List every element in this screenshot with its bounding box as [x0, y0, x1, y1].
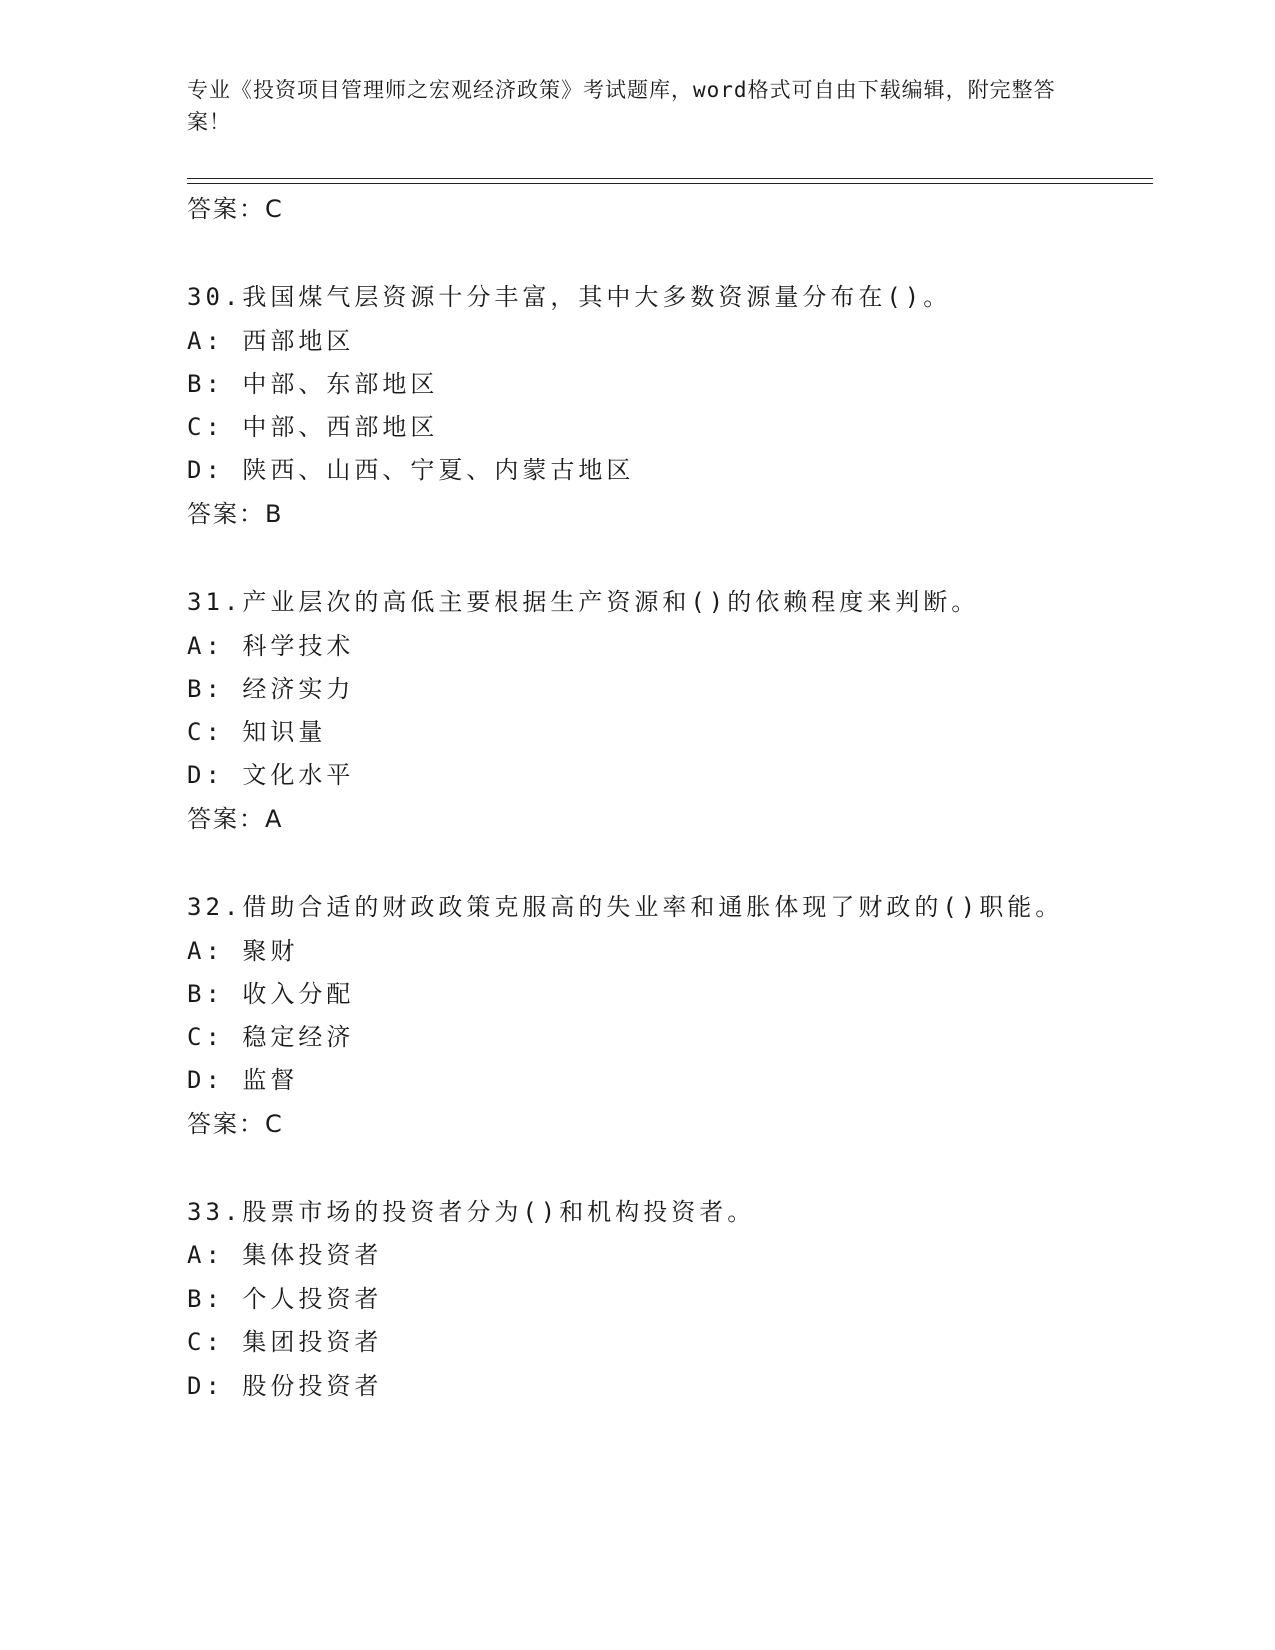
header-divider-top	[187, 178, 1153, 179]
question-30-option-b: B: 中部、东部地区	[187, 370, 439, 398]
question-33-option-c: C: 集团投资者	[187, 1328, 383, 1356]
answer-29: 答案：C	[187, 195, 284, 223]
question-30-stem: 30.我国煤气层资源十分丰富，其中大多数资源量分布在()。	[187, 283, 952, 311]
document-header: 专业《投资项目管理师之宏观经济政策》考试题库，word格式可自由下载编辑，附完整答案！	[187, 78, 1056, 134]
question-32-option-a: A: 聚财	[187, 937, 299, 965]
question-32-option-c: C: 稳定经济	[187, 1023, 355, 1051]
question-30-option-a: A: 西部地区	[187, 327, 355, 355]
question-31-option-c: C: 知识量	[187, 718, 327, 746]
question-31-option-a: A: 科学技术	[187, 632, 355, 660]
question-32-answer: 答案：C	[187, 1110, 284, 1138]
question-32-option-b: B: 收入分配	[187, 980, 355, 1008]
question-31-option-b: B: 经济实力	[187, 675, 355, 703]
question-31-answer: 答案：A	[187, 805, 284, 833]
question-33-stem: 33.股票市场的投资者分为()和机构投资者。	[187, 1198, 756, 1226]
question-33-option-a: A: 集体投资者	[187, 1241, 383, 1269]
question-31-stem: 31.产业层次的高低主要根据生产资源和()的依赖程度来判断。	[187, 588, 980, 616]
question-32-stem: 32.借助合适的财政政策克服高的失业率和通胀体现了财政的()职能。	[187, 893, 1064, 921]
question-33-option-d: D: 股份投资者	[187, 1372, 383, 1400]
question-30-option-c: C: 中部、西部地区	[187, 413, 439, 441]
question-33-option-b: B: 个人投资者	[187, 1285, 383, 1313]
question-32-option-d: D: 监督	[187, 1066, 299, 1094]
question-30-option-d: D: 陕西、山西、宁夏、内蒙古地区	[187, 456, 635, 484]
header-divider-bottom	[187, 183, 1153, 184]
question-30-answer: 答案：B	[187, 500, 284, 528]
question-31-option-d: D: 文化水平	[187, 761, 355, 789]
